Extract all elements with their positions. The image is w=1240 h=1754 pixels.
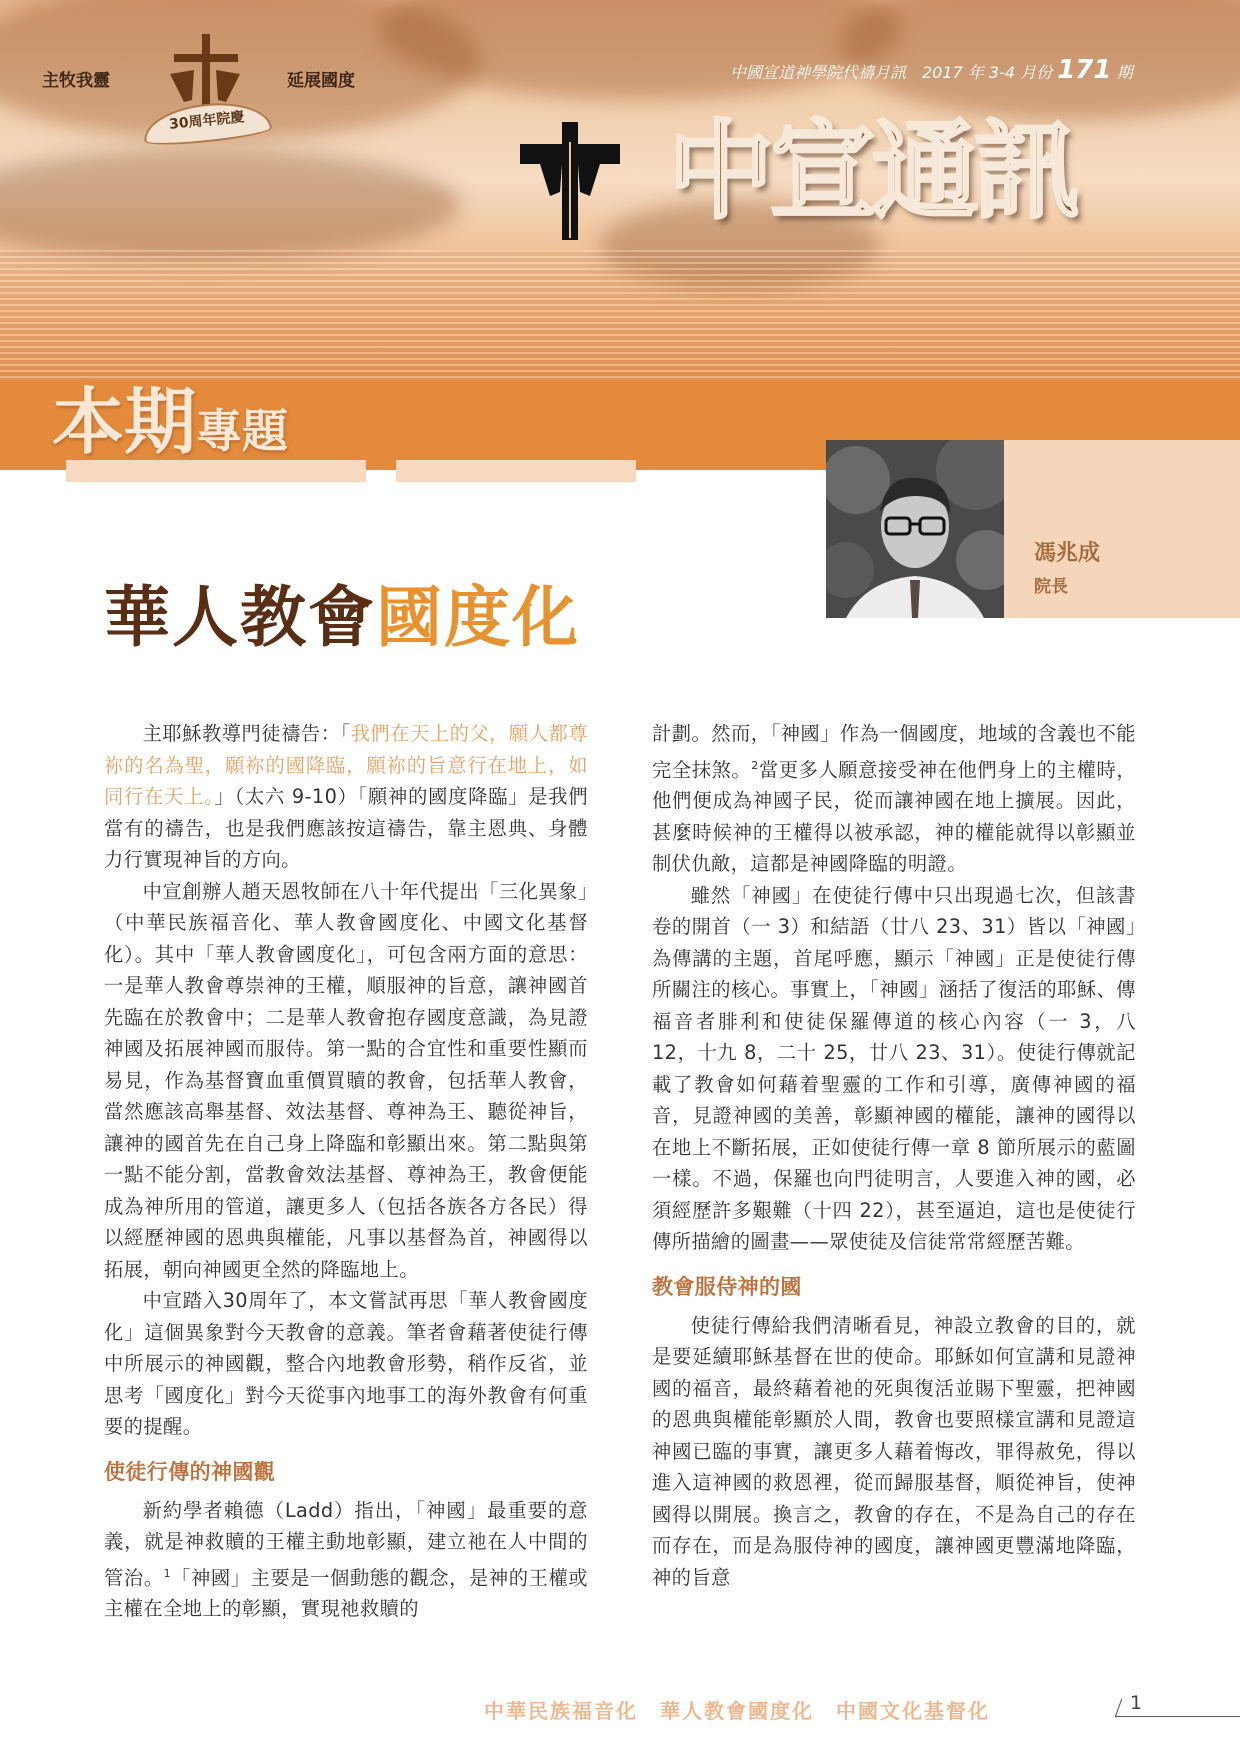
paragraph: 雖然「神國」在使徒行傳中只出現過七次，但該書卷的開首（一 3）和結語（廿八 23、31）皆以「神國」為傳講的主題，首尾呼應，顯示「神國」正是使徒行傳所關注的核心。事實上，「神國」涵括了復活的耶穌、傳福音者腓利和使徒保羅傳道的核心內容（一 3，八 12，十九 8，二十 25，廿八 23、31）。使徒行傳就記載了教會如何藉着聖靈的工作和引導，廣傳神國的福音，見證神國的美善，彰顯神國的權能，讓神的國得以在地上不斷拓展，正如使徒行傳一章 8 節所展示的藍圖一樣。不過，保羅也向門徒明言，人要進入神的國，必須經歷許多艱難（十四 22），甚至逼迫，這也是使徒行傳所描繪的圖畫——眾使徒及信徒常常經歷苦難。 <box>652 883 1136 1254</box>
accent-strip <box>396 460 636 482</box>
feature-label-small: 專題 <box>196 404 289 458</box>
cross-icon <box>520 122 620 242</box>
page-divider <box>1115 1698 1123 1717</box>
feature-label-big: 本期 <box>52 380 197 464</box>
page-number: 1 <box>1130 1692 1143 1714</box>
feature-label <box>52 380 289 464</box>
paragraph-text: 「神國」主要是一個動態的觀念，是神的王權或主權在全地上的彰顯，實現祂救贖的 <box>104 1565 588 1621</box>
footer-slogan: 中華民族福音化 華人教會國度化 中國文化基督化 <box>484 1699 990 1723</box>
author-name: 馮兆成 <box>1034 540 1101 566</box>
issue-number: 171 <box>1057 55 1112 85</box>
sea-texture <box>0 250 1240 380</box>
seminary-logo-icon <box>160 30 250 110</box>
cloud-shape <box>0 150 460 260</box>
page-underline <box>1116 1716 1240 1717</box>
logo-slogan-right: 延展國度 <box>287 71 355 91</box>
paragraph <box>652 718 1136 880</box>
footnote-marker: 2 <box>751 758 759 772</box>
paragraph-text: 」（太六 9-10）「願神的國度降臨」是我們當有的禱告，也是我們應該按這禱告，靠主恩典、身體力行實現神旨的方向。 <box>104 785 588 871</box>
section-heading: 教會服侍神的國 <box>652 1274 802 1299</box>
paragraph-text: 計劃。然而，「神國」作為一個國度，地域的含義也不能完全抹煞。 <box>652 722 1136 781</box>
paragraph-text: 當更多人願意接受神在他們身上的主權時，他們便成為神國子民，從而讓神國在地上擴展。因此，甚麼時候神的王權得以被承認，神的權能就得以彰顯並制伏仇敵，這都是神國降臨的明證。 <box>652 757 1136 876</box>
article-column-left <box>104 718 588 1625</box>
logo-slogan-left: 主牧我靈 <box>42 71 110 91</box>
article-title <box>104 578 580 656</box>
paragraph: 使徒行傳給我們清晰看見，神設立教會的目的，就是要延續耶穌基督在世的使命。耶穌如何宣講和見證神國的福音，最終藉着祂的死與復活並賜下聖靈，把神國的恩典與權能彰顯於人間，教會也要照樣宣講和見證這神國已臨的事實，讓更多人藉着悔改，罪得赦免，得以進入這神國的救恩裡，從而歸服基督，順從神旨，使神國得以開展。換言之，教會的存在，不是為自己的存在而存在，而是為服侍神的國度，讓神國更豐滿地降臨，神的旨意 <box>652 1313 1136 1589</box>
author-role: 院長 <box>1034 577 1068 597</box>
article-title-accent: 國度化 <box>376 578 580 656</box>
author-portrait-icon <box>826 440 1004 618</box>
anniversary-ribbon: 30周年院慶 <box>141 97 272 148</box>
article-column-right <box>652 718 1136 1593</box>
paragraph <box>104 718 588 876</box>
footnote-marker: 1 <box>163 1566 171 1580</box>
section-heading: 使徒行傳的神國觀 <box>104 1459 276 1484</box>
article-title-dark: 華人教會 <box>104 578 376 656</box>
issue-info <box>730 55 1133 85</box>
paragraph-text: 新約學者賴德（Ladd）指出，「神國」最重要的意義，就是神救贖的王權主動地彰顯，建立祂在人中間的管治。 <box>104 1498 588 1589</box>
paragraph: 中宣踏入30周年了，本文嘗試再思「華人教會國度化」這個異象對今天教會的意義。筆者會藉著使徒行傳中所展示的神國觀，整合內地教會形勢，稍作反省，並思考「國度化」對今天從事內地事工的海外教會有何重要的提醒。 <box>104 1289 588 1438</box>
paragraph <box>104 1495 588 1625</box>
newsletter-masthead: 中宣通訊 <box>668 108 1076 233</box>
scripture-quote: 我們在天上的父，願人都尊祢的名為聖，願祢的國降臨，願祢的旨意行在地上，如同行在天上。 <box>104 722 588 808</box>
author-photo <box>826 440 1004 618</box>
paragraph-text: 主耶穌教導門徒禱告：「 <box>142 722 351 745</box>
issue-suffix: 期 <box>1116 63 1133 82</box>
paragraph: 中宣創辦人趙天恩牧師在八十年代提出「三化異象」（中華民族福音化、華人教會國度化、中國文化基督化）。其中「華人教會國度化」，可包含兩方面的意思：一是華人教會尊崇神的王權，順服神的旨意，讓神國首先臨在於教會中；二是華人教會抱存國度意識，為見證神國及拓展神國而服侍。第一點的合宜性和重要性顯而易見，作為基督寶血重價買贖的教會，包括華人教會，當然應該高舉基督、效法基督、尊神為王、聽從神旨，讓神的國首先在自己身上降臨和彰顯出來。第二點與第一點不能分割，當教會效法基督、尊神為王，教會便能成為神所用的管道，讓更多人（包括各族各方各民）得以經歷神國的恩典與權能，凡事以基督為首，神國得以拓展，朝向神國更全然的降臨地上。 <box>104 879 588 1281</box>
issue-prefix: 中國宣道神學院代禱月訊 2017 年 3-4 月份 <box>730 63 1053 82</box>
